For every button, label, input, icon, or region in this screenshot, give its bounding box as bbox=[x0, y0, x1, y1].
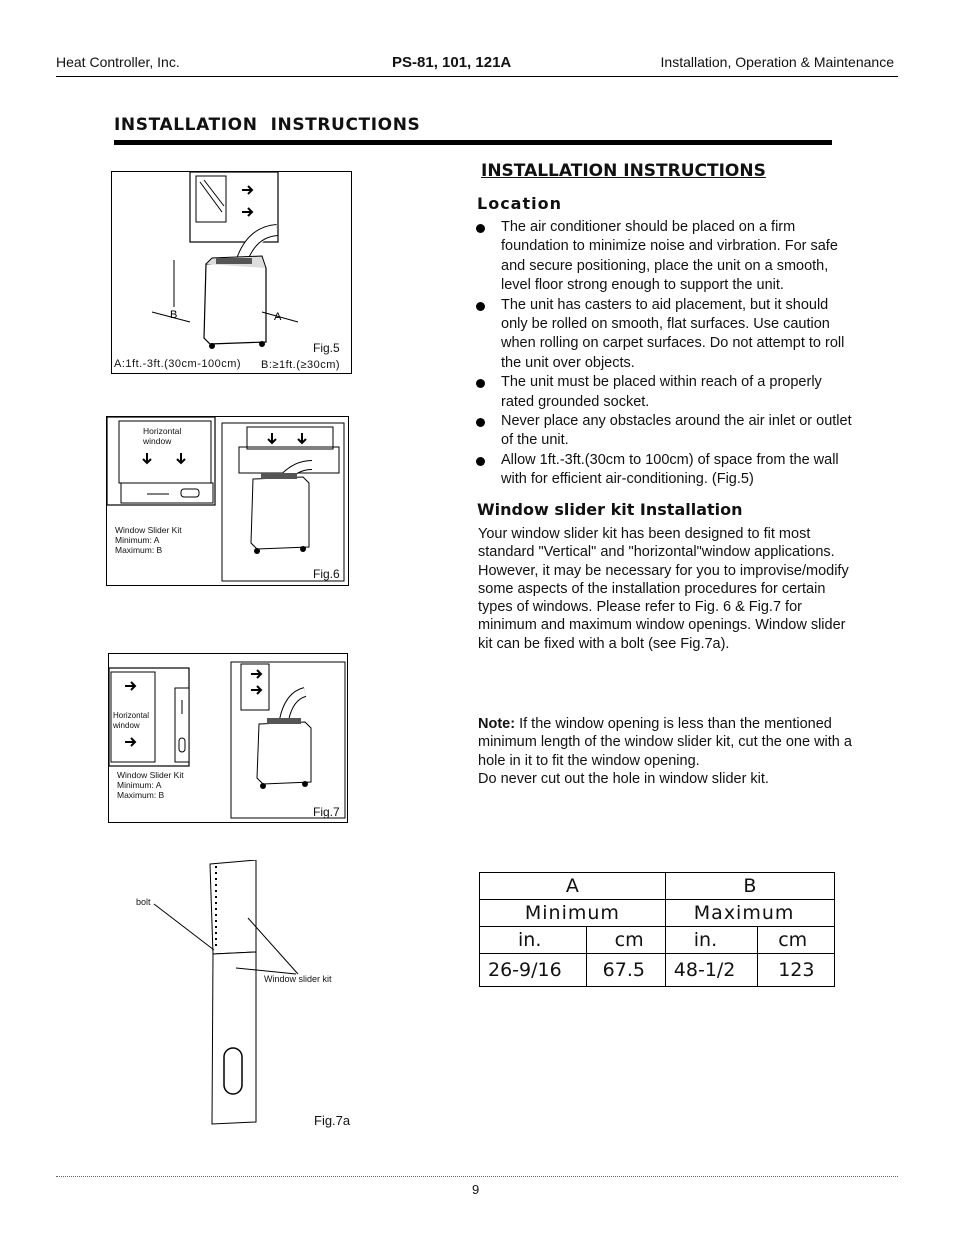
greater-equal-icon: ≥ bbox=[300, 359, 307, 371]
bullet-icon bbox=[476, 457, 485, 466]
figure-7-label: Fig.7 bbox=[313, 805, 340, 819]
list-item: Never place any obstacles around the air inlet or outlet of the unit. bbox=[476, 412, 856, 451]
window-kit-body: Your window slider kit has been designed to fit most standard "Vertical" and "horizontal"window applications. However, it may be necessary for you to improvise/modify some aspects of the installation procedures for certain types of windows. Please refer to Fig. 6 & Fig.7 for minimum and maximum window openings. Window slider kit can be fixed with a bolt (see Fig.7a). bbox=[478, 526, 849, 652]
header-company: Heat Controller, Inc. bbox=[56, 54, 180, 70]
figure-7 bbox=[108, 653, 348, 823]
figure-5-label: Fig.5 bbox=[313, 341, 340, 355]
table-max-in: 48-1/2 bbox=[665, 954, 757, 987]
header-doc-title: Installation, Operation & Maintenance bbox=[660, 54, 894, 70]
table-unit-in: in. bbox=[480, 927, 587, 954]
slider-kit-bolt-illustration bbox=[130, 860, 360, 1130]
note-paragraph: Note: If the window opening is less than the mentioned minimum length of the window slider kit, cut the one with a hole in it to fit the window opening. Do never cut out the hole in window slider kit. bbox=[478, 716, 852, 787]
bullet-icon bbox=[476, 302, 485, 311]
list-item: The unit must be placed within reach of a properly rated grounded socket. bbox=[476, 373, 856, 412]
dim-b-label: B bbox=[170, 309, 178, 321]
header-model: PS-81, 101, 121A bbox=[392, 54, 512, 71]
table-min-in: 26-9/16 bbox=[480, 954, 587, 987]
bullet-icon bbox=[476, 224, 485, 233]
list-item: The air conditioner should be placed on a firm foundation to minimize noise and virbration. For safe and secure positioning, place the unit on a smooth, level floor strong enough to support the unit. bbox=[476, 218, 856, 296]
greater-equal-icon: ≥ bbox=[272, 359, 279, 371]
fig7-kit-caption: Window Slider Kit Minimum: A Maximum: B bbox=[117, 770, 184, 800]
table-max-cm: 123 bbox=[758, 954, 835, 987]
table-header-b: B bbox=[665, 873, 834, 900]
bullet-icon bbox=[476, 379, 485, 388]
table-header-a: A bbox=[480, 873, 666, 900]
dim-a-label: A bbox=[274, 311, 282, 323]
list-item: Allow 1ft.-3ft.(30cm to 100cm) of space from the wall with for efficient air-conditioning. (Fig.5) bbox=[476, 451, 856, 490]
figure-6 bbox=[106, 416, 349, 586]
section-title: INSTALLATION INSTRUCTIONS bbox=[481, 161, 766, 181]
dimension-table bbox=[479, 872, 835, 987]
fig7-window-label: Horizontal window bbox=[113, 711, 150, 730]
fig5-caption-a: A:1ft.-3ft.(30cm-100cm) bbox=[114, 358, 242, 370]
fig5-caption-b: B:≥1ft.(≥30cm) bbox=[261, 359, 341, 371]
list-item: The unit has casters to aid placement, but it should only be rolled on smooth, flat surfaces. Use caution when rolling on carpet surfaces. Do not attempt to roll the unit over objects. bbox=[476, 296, 856, 374]
figure-6-label: Fig.6 bbox=[313, 567, 340, 581]
fig6-window-label: Horizontal window bbox=[143, 426, 182, 446]
figure-5 bbox=[111, 171, 352, 374]
footer-divider bbox=[56, 1176, 898, 1177]
page-title: INSTALLATION INSTRUCTIONS bbox=[114, 115, 421, 135]
table-unit-cm: cm bbox=[758, 927, 835, 954]
table-unit-cm: cm bbox=[586, 927, 665, 954]
window-kit-heading: Window slider kit Installation bbox=[477, 500, 743, 519]
header-divider bbox=[56, 76, 898, 77]
figure-7a-label: Fig.7a bbox=[314, 1113, 351, 1128]
location-list bbox=[476, 218, 856, 490]
fig6-kit-caption: Window Slider Kit Minimum: A Maximum: B bbox=[115, 525, 182, 555]
page-number: 9 bbox=[472, 1182, 480, 1197]
table-min-cm: 67.5 bbox=[586, 954, 665, 987]
table-maximum: Maximum bbox=[665, 900, 834, 927]
location-heading: Location bbox=[477, 194, 562, 213]
slider-kit-label: Window slider kit bbox=[264, 974, 332, 984]
bolt-label: bolt bbox=[136, 897, 151, 907]
title-rule bbox=[114, 140, 832, 145]
figure-7a bbox=[130, 860, 360, 1130]
bullet-icon bbox=[476, 418, 485, 427]
table-unit-in: in. bbox=[665, 927, 757, 954]
table-minimum: Minimum bbox=[480, 900, 666, 927]
